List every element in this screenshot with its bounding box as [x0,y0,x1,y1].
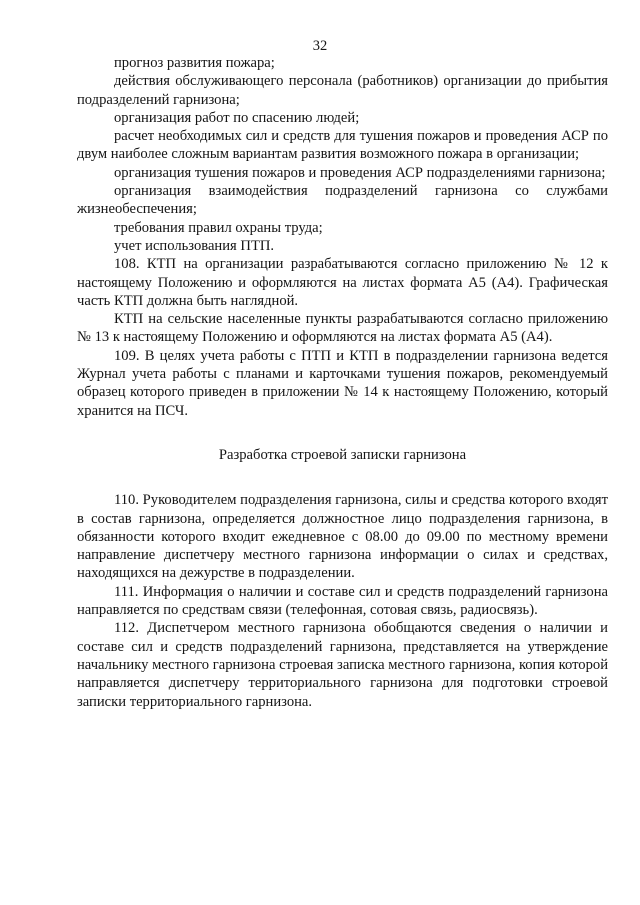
page-number: 32 [312,38,328,54]
paragraph-staff-actions: действия обслуживающего персонала (работников) организации до прибытия подразделений гарнизона; [77,73,608,108]
paragraph-firefighting-organization: организация тушения пожаров и проведения АСР подразделениями гарнизона; [114,164,606,181]
paragraph-interaction-organization: организация взаимодействия подразделений гарнизона со службами жизнеобеспечения; [77,183,608,218]
paragraph-safety-requirements: требования правил охраны труда; [114,219,323,236]
section-heading: Разработка строевой записки гарнизона [218,446,467,463]
paragraph-fire-forecast: прогноз развития пожара; [114,55,275,71]
paragraph-112: 112. Диспетчером местного гарнизона обобщаются сведения о наличии и составе сил и средств подразделений гарнизона, представляется на утверждение начальнику местного гарнизона строевая записка местного гарнизона, копия которой направляется диспетчеру территориального гарнизона для подготовки строевой записки территориального гарнизона. [77,620,608,710]
paragraph-111: 111. Информация о наличии и составе сил и средств подразделений гарнизона направляется по средствам связи (телефонная, сотовая связь, радиосвязь). [77,583,608,619]
paragraph-109: 109. В целях учета работы с ПТП и КТП в подразделении гарнизона ведется Журнал учета работы с планами и карточками тушения пожаров, рекомендуемый образец которого приведен в приложении № 14 к настоящему Положению, который хранится на ПСЧ. [77,347,608,419]
paragraph-forces-calculation: расчет необходимых сил и средств для тушения пожаров и проведения АСР по двум наиболее сложным вариантам развития возможного пожара в организации; [77,128,608,163]
paragraph-ktp-rural: КТП на сельские населенные пункты разрабатываются согласно приложению № 13 к настоящему Положению и оформляются на листах формата А5 (А4). [77,311,608,346]
document-body [77,54,608,711]
paragraph-108: 108. КТП на организации разрабатываются согласно приложению № 12 к настоящему Положению и оформляются на листах формата А5 (А4). Графическая часть КТП должна быть наглядной. [77,256,608,309]
paragraph-110: 110. Руководителем подразделения гарнизона, силы и средства которого входят в состав гарнизона, определяется должностное лицо подразделения гарнизона, в обязанности которого входит ежедневное с 08.00 до 09.00 по местному времени направление диспетчеру местного гарнизона информации о силах и средствах, находящихся на дежурстве в подразделении. [77,492,608,582]
paragraph-rescue-organization: организация работ по спасению людей; [114,109,360,126]
paragraph-ptp-usage: учет использования ПТП. [114,237,275,254]
